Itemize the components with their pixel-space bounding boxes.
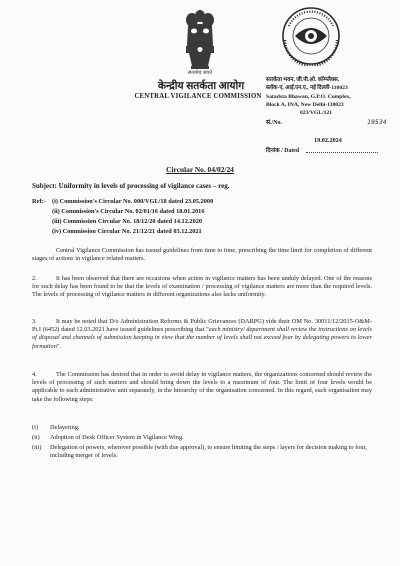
- address-hindi-line1: सतर्कता भवन, जी.पी.ओ. कॉम्प्लैक्स,: [266, 77, 340, 83]
- reference-prefix: सं./No.: [266, 120, 283, 126]
- file-number: 023/VGL/121: [300, 110, 333, 116]
- paragraph-4-number: 4.: [32, 371, 37, 378]
- paragraph-4: [32, 371, 372, 404]
- references-label: Ref:-: [32, 198, 46, 205]
- date-label: दिनांक / Dated: [266, 148, 300, 154]
- paragraph-3-end: ".: [56, 342, 61, 350]
- date-value: 19.02.2024: [314, 137, 342, 144]
- emblem-motto: सत्यमेव जयते: [187, 71, 213, 76]
- address-english-line2: Block A, INA, New Delhi-110023: [266, 102, 344, 108]
- date-dotted-line: [306, 152, 378, 153]
- reference-item-1: (i) Commission's Circular No. 000/VGL/18 dated 23.05.2000: [52, 198, 214, 205]
- step-1-number: (i): [32, 424, 38, 431]
- national-emblem: [180, 6, 220, 72]
- step-2-text: Adoption of Desk Officer System in Vigilance Wing.: [50, 434, 184, 441]
- step-3-number: (iii): [32, 444, 42, 451]
- paragraph-1: [32, 247, 372, 263]
- paragraph-2-text: It has been observed that there are occasions when action in vigilance matters has been unduly delayed. One of the reasons for such delay has been found to be that the levels of examination / processing of vigilance matters are more than the required levels. The levels of processing of vigilance matters in different organizations also lacks uniformity.: [32, 275, 372, 299]
- circular-number: Circular No. 04/02/24: [166, 165, 234, 174]
- hindi-title: केन्द्रीय सतर्कता आयोग: [157, 81, 245, 92]
- subject-line: Subject: Uniformity in levels of processing of vigilance cases – reg.: [32, 182, 230, 190]
- reference-item-4: (iv) Commission Circular No. 21/12/21 dated 03.12.2021: [52, 228, 202, 235]
- cvc-logo: [281, 6, 341, 66]
- reference-item-3: (iii) Commission Circular No. 18/12/20 dated 14.12.2020: [52, 218, 203, 225]
- paragraph-4-text: The Commission has desired that in order to avoid delay in vigilance matters, the organizations concerned should review the levels of processing of such matters and should bring down the levels to a maximum of four. The limit of four levels would be applicable to each administrative unit separately, in the hierarchy of the organisation concerned. In this regard, each organisation may take the following steps:: [32, 371, 372, 403]
- english-title: CENTRAL VIGILANCE COMMISSION: [134, 93, 262, 100]
- reference-number: [266, 118, 387, 126]
- paragraph-3-quote: each ministry/ department shall review the instructions on levels of disposal and channels of submission keeping in view that the number of levels shall not exceed four by delegating powers to lower formation: [32, 326, 372, 350]
- address-hindi-line2: ब्लॉक-ए, आई.एन.ए., नई दिल्ली-110023: [266, 85, 348, 91]
- reference-item-2: (ii) Commission's Circular No. 02/01/16 dated 18.01.2016: [52, 208, 205, 215]
- step-3-text: Delegation of powers, wherever possible (with due approval), to ensure limiting the steps / layers for decision making to four, including merger of levels.: [50, 444, 367, 460]
- paragraph-3-number: 3.: [32, 318, 37, 325]
- paragraph-2: [32, 275, 372, 300]
- step-2-number: (ii): [32, 434, 40, 441]
- step-item-2: [32, 434, 372, 442]
- paragraph-3: [32, 318, 372, 351]
- paragraph-1-text: Central Vigilance Commission has issued guidelines from time to time, prescribing the time limit for completion of different stages of actions in vigilance related matters.: [32, 247, 372, 263]
- paragraph-3-text: It may be noted that D/o Administration Reforms & Public Grievances (DARPG) vide their OM No. 30011/12/2015-O&M-Pt.I (6452) dated 12.03.2021 have issued guidelines prescribing that ": [32, 318, 372, 334]
- address-english-line1: Satarkta Bhawan, G.P.O. Complex,: [266, 94, 351, 100]
- step-item-1: [32, 424, 372, 432]
- handwritten-number: 19534: [367, 119, 387, 126]
- step-item-3: [32, 444, 372, 460]
- paragraph-2-number: 2.: [32, 275, 37, 282]
- step-1-text: Delayering.: [50, 424, 80, 431]
